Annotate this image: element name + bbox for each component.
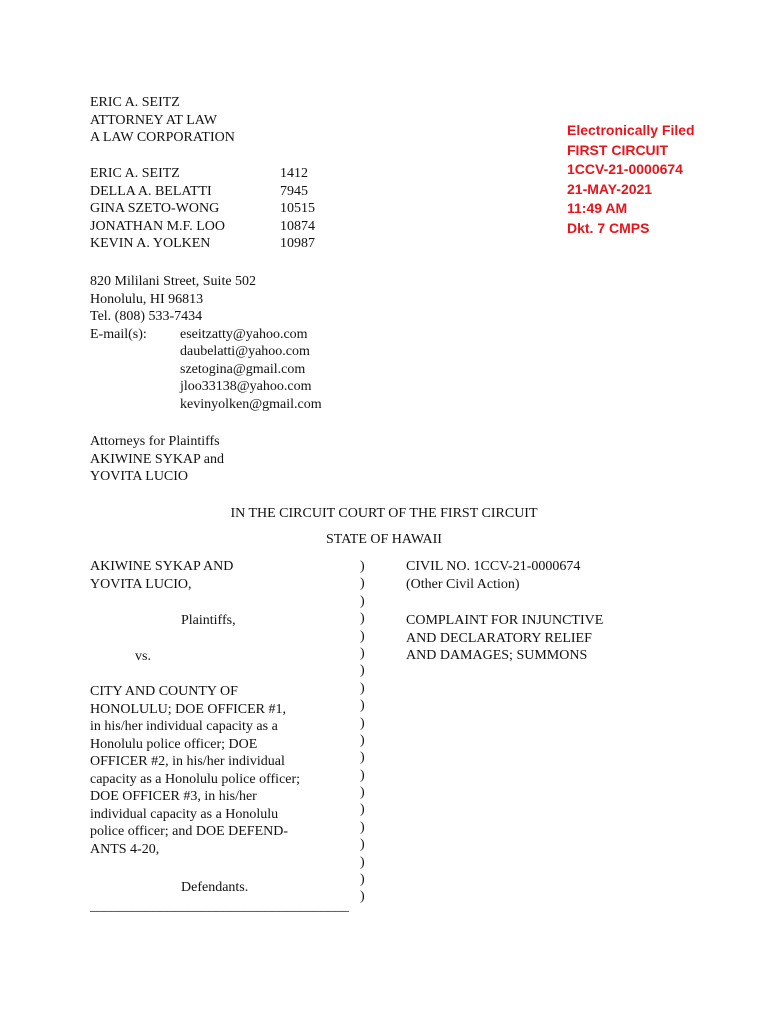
plaintiffs-names (90, 558, 233, 593)
attorney-list (90, 165, 350, 253)
paren: ) (360, 732, 365, 748)
email-label: E-mail(s): (90, 326, 147, 342)
email-row (90, 326, 390, 344)
firm-line: A LAW CORPORATION (90, 130, 235, 145)
telephone: Tel. (808) 533-7434 (90, 309, 203, 324)
stamp-line: 1CCV-21-0000674 (567, 161, 683, 177)
defendant-line: HONOLULU; DOE OFFICER #1, (90, 701, 286, 717)
attorneys-for-line: Attorneys for Plaintiffs (90, 434, 220, 449)
email-address: szetogina@gmail.com (180, 361, 306, 377)
email-row (90, 361, 390, 379)
email-address: kevinyolken@gmail.com (180, 396, 322, 412)
court-state: STATE OF HAWAII (326, 532, 442, 547)
paren: ) (360, 593, 365, 609)
defendant-line: CITY AND COUNTY OF (90, 684, 238, 699)
defendant-line: in his/her individual capacity as a (90, 719, 278, 734)
email-address: jloo33138@yahoo.com (180, 379, 312, 394)
attorney-row (90, 200, 350, 218)
paren: ) (360, 715, 365, 731)
paren: ) (360, 559, 365, 574)
email-address: daubelatti@yahoo.com (180, 344, 310, 359)
defendant-line: Honolulu police officer; DOE (90, 736, 258, 752)
address-block (90, 273, 390, 413)
caption-divider (360, 558, 365, 906)
paren: ) (360, 611, 365, 627)
party-name-line: YOVITA LUCIO, (90, 576, 192, 592)
paren: ) (360, 576, 365, 592)
paren: ) (360, 889, 365, 905)
paren: ) (360, 819, 365, 835)
paren: ) (360, 628, 365, 644)
signature-rule: _____________________________________ (90, 899, 349, 914)
paren: ) (360, 645, 365, 661)
email-row (90, 378, 390, 396)
attorney-name: ERIC A. SEITZ (90, 166, 180, 181)
street-address: 820 Mililani Street, Suite 502 (90, 274, 257, 289)
paren: ) (360, 663, 365, 679)
city-state-zip: Honolulu, HI 96813 (90, 291, 204, 307)
stamp-line: 21-MAY-2021 (567, 180, 653, 197)
document-title (406, 612, 603, 665)
attorney-name: GINA SZETO-WONG (90, 201, 220, 216)
plaintiffs-label: Plaintiffs, (181, 613, 236, 628)
paren: ) (360, 872, 365, 888)
paren: ) (360, 785, 365, 801)
paren: ) (360, 837, 365, 853)
bar-number: 10515 (280, 201, 315, 216)
attorney-row (90, 235, 350, 253)
attorneys-for-line: YOVITA LUCIO (90, 469, 189, 484)
defendant-line: capacity as a Honolulu police officer; (90, 771, 301, 787)
firm-line: ERIC A. SEITZ (90, 95, 180, 110)
bar-number: 1412 (280, 166, 308, 181)
attorney-name: JONATHAN M.F. LOO (90, 218, 225, 234)
case-number: CIVIL NO. 1CCV-21-0000674 (406, 559, 581, 574)
document-title-line: AND DAMAGES; SUMMONS (406, 648, 588, 663)
stamp-line: Electronically Filed (567, 122, 695, 138)
stamp-line: Dkt. 7 CMPS (567, 219, 650, 236)
firm-header (90, 94, 235, 147)
attorney-name: KEVIN A. YOLKEN (90, 236, 211, 251)
attorney-name: DELLA A. BELATTI (90, 183, 212, 199)
stamp-line: 11:49 AM (567, 200, 628, 216)
paren: ) (360, 750, 365, 766)
case-number-block (406, 558, 580, 593)
document-title-line: COMPLAINT FOR INJUNCTIVE (406, 613, 604, 628)
defendants-text (90, 683, 300, 858)
paren: ) (360, 767, 365, 783)
firm-line: ATTORNEY AT LAW (90, 112, 217, 128)
stamp-line: FIRST CIRCUIT (567, 141, 669, 158)
bar-number: 10874 (280, 218, 315, 234)
email-row (90, 343, 390, 361)
defendant-line: OFFICER #2, in his/her individual (90, 754, 285, 769)
filing-stamp (567, 121, 695, 238)
paren: ) (360, 854, 365, 870)
defendant-line: DOE OFFICER #3, in his/her (90, 789, 257, 804)
court-name: IN THE CIRCUIT COURT OF THE FIRST CIRCUIT (230, 506, 538, 521)
bar-number: 10987 (280, 236, 315, 251)
attorneys-for-line: AKIWINE SYKAP and (90, 451, 225, 467)
defendant-line: individual capacity as a Honolulu (90, 806, 279, 822)
defendant-line: ANTS 4-20, (90, 841, 160, 857)
paren: ) (360, 680, 365, 696)
email-row (90, 396, 390, 414)
defendants-label: Defendants. (181, 880, 249, 895)
attorney-row (90, 165, 350, 183)
paren: ) (360, 802, 365, 818)
attorneys-for-block (90, 433, 224, 486)
document-title-line: AND DECLARATORY RELIEF (406, 630, 592, 646)
attorney-row (90, 183, 350, 201)
defendant-line: police officer; and DOE DEFEND- (90, 824, 289, 839)
party-name-line: AKIWINE SYKAP AND (90, 559, 234, 574)
bar-number: 7945 (280, 183, 308, 199)
paren: ) (360, 698, 365, 714)
attorney-row (90, 218, 350, 236)
email-address: eseitzatty@yahoo.com (180, 326, 308, 342)
vs-label: vs. (135, 649, 151, 664)
case-type: (Other Civil Action) (406, 576, 520, 592)
